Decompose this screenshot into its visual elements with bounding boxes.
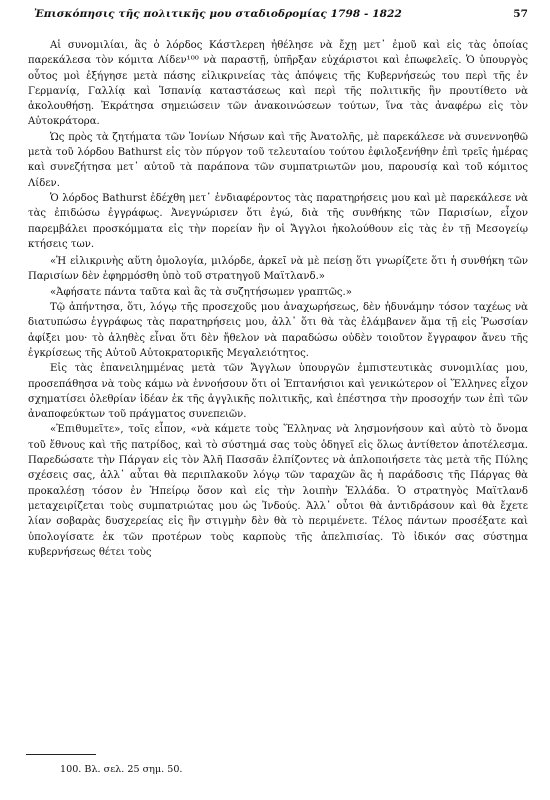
paragraph-speech: «Ἐπιθυμεῖτε», τοῖς εἶπον, «νὰ κάμετε τοὺς Ἕλληνας νὰ λησμονήσουν καὶ αὐτὸ τὸ ὄνομα τοῦ ἔθνους καὶ τῆς πατρίδος, καὶ τὸ σύστημά σας τοὺς ὁδηγεῖ εἰς ὅλως ἀντίθετον ἀποτέλεσμα. Παρεδώσατε τὴν Πάργαν εἰς τὸν Ἀλῆ Πασσᾶν ἐλπίζοντες νὰ ἀπλοποιήσετε τὰς μετὰ τῆς Πύλης σχέσεις σας, ἀλλ᾽ αὗται θὰ περιπλακοῦν λόγῳ τῶν ταραχῶν ἃς ἡ παράδοσις τῆς Πάργας θὰ προκαλέσῃ τόσον ἐν Ἠπείρῳ ὅσον καὶ εἰς τὴν λοιπὴν Ἑλλάδα. Ὁ στρατηγὸς Μαϊτλανδ μεταχειρίζεται τοὺς συμπατριώτας μου ὡς Ἰνδούς. Ἀλλ᾽ οὗτοι θὰ ἀντιδράσουν καὶ θὰ ἔχετε λίαν σοβαρὰς δυσχερείας εἰς ἣν στιγμὴν δὲν θὰ τὸ περιμένετε. Τέλος πάντων προσέξατε καὶ ὑπολογίσατε ἐκ τῶν προτέρων τοὺς καρποὺς τῆς ἀπελπισίας. Τὸ ἰδικόν σας σύστημα κυβερνήσεως θέτει τοὺς xyxy=(28,424,528,558)
paragraph-quote-maitland: «Ἡ εἰλικρινὴς αὕτη ὁμολογία, μιλόρδε, ἀρκεῖ νὰ μὲ πείσῃ ὅτι γνωρίζετε ὅτι ἡ συνθήκη τῶν Παρισίων δὲν ἐφηρμόσθη ὑπὸ τοῦ στρατηγοῦ Μαϊτλανδ.» xyxy=(28,256,528,283)
paragraph-castlereagh: Αἱ συνομιλίαι, ἃς ὁ λόρδος Κάστλερεη ἠθέλησε νὰ ἔχῃ μετ᾽ ἐμοῦ καὶ εἰς τὰς ὁποίας παρεκάλεσα τὸν κόμιτα Λίδεν¹⁰⁰ νὰ παραστῇ, ὑπῆρξαν εὐχάριστοι καὶ ἐπωφελεῖς. Ὁ ὑπουργὸς οὗτος μοὶ ἐξήγησε μετὰ πάσης εἰλικρινείας τὰς ἀπόψεις τῆς Κυβερνήσεώς του περὶ τῆς ἐν Γερμανίᾳ, Γαλλίᾳ καὶ Ἱσπανίᾳ καταστάσεως καὶ περὶ τῆς πολιτικῆς ἣν προυτίθετο νὰ ἀκολουθήσῃ. Ἐκράτησα σημειώσειν τῶν ἀνακοινώσεων τούτων, ἵνα τὰς ἀναφέρω εἰς τὸν Αὐτοκράτορα. xyxy=(28,40,528,128)
running-title: Ἐπισκόπησις τῆς πολιτικῆς μου σταδιοδρομίας 1798 - 1822 xyxy=(34,8,402,20)
page-number: 57 xyxy=(513,8,528,20)
paragraph-quote-reply: «Ἀφήσατε πάντα ταῦτα καὶ ἃς τὰ συζητήσωμεν γραπτῶς.» xyxy=(50,286,352,298)
footnote-divider xyxy=(26,754,96,755)
running-head xyxy=(34,8,528,20)
paragraph-ministers: Εἰς τὰς ἐπανειλημμένας μετὰ τῶν Ἄγγλων ὑπουργῶν ἐμπιστευτικὰς συνομιλίας μου, προσεπάθησα νὰ τοὺς κάμω νὰ ἐννοήσουν ὅτι οἱ Ἑπτανήσιοι καὶ γενικώτερον οἱ Ἕλληνες εἶχον σχηματίσει ὀλεθρίαν ἰδέαν ἐκ τῆς ἀγγλικῆς πολιτικῆς, καὶ ἐπέστησα τὴν προσοχήν των ἐπὶ τῶν ἀναποφεύκτων τοῦ πράγματος συνεπειῶν. xyxy=(28,363,528,421)
footnote: 100. Βλ. σελ. 25 σημ. 50. xyxy=(60,764,183,775)
paragraph-ionian-islands: Ὡς πρὸς τὰ ζητήματα τῶν Ἰονίων Νήσων καὶ τῆς Ἀνατολῆς, μὲ παρεκάλεσε νὰ συνεννοηθῶ μετὰ τοῦ λόρδου Bathurst εἰς τὸν πύργον τοῦ τελευταίου τούτου ἐφιλοξενήθην ἐπὶ τρεῖς ἡμέρας καὶ συνεζήτησα μετ᾽ αὐτοῦ τὰ παράπονα τῶν συμπατριωτῶν μου, παρουσίᾳ καὶ τοῦ κόμιτος Λίδεν. xyxy=(28,131,528,189)
paragraph-bathurst: Ὁ λόρδος Bathurst ἐδέχθη μετ᾽ ἐνδιαφέροντος τὰς παρατηρήσεις μου καὶ μὲ παρεκάλεσε νὰ τὰς ἐπιδώσω ἐγγράφως. Ἀνεγνώρισεν ὅτι ἐγώ, διὰ τῆς συνθήκης τῶν Παρισίων, εἶχον παρεμβάλει προσκόμματα εἰς τὴν πορείαν ἣν οἱ Ἄγγλοι ἠκολούθουν εἰς τὰς ἐν τῇ Μεσογείῳ κτήσεις των. xyxy=(28,192,528,250)
body-text xyxy=(28,38,528,560)
paragraph-answer: Τῷ ἀπήντησα, ὅτι, λόγῳ τῆς προσεχοῦς μου ἀναχωρήσεως, δὲν ἠδυνάμην τόσον ταχέως νὰ διατυπώσω ἐγγράφως τὰς παρατηρήσεις μου, ἀλλ᾽ ὅτι θὰ τὰς ἐλάμβανεν ἅμα τῇ εἰς Ῥωσσίαν ἀφίξει μου· τὸ ἀληθὲς εἶναι ὅτι δὲν ἤθελον νὰ παραδώσω οὐδὲν τοιοῦτον ἔγγραφον ἄνευ τῆς ἐγκρίσεως τῆς Αὐτοῦ Αὐτοκρατορικῆς Μεγαλειότητος. xyxy=(28,302,528,359)
